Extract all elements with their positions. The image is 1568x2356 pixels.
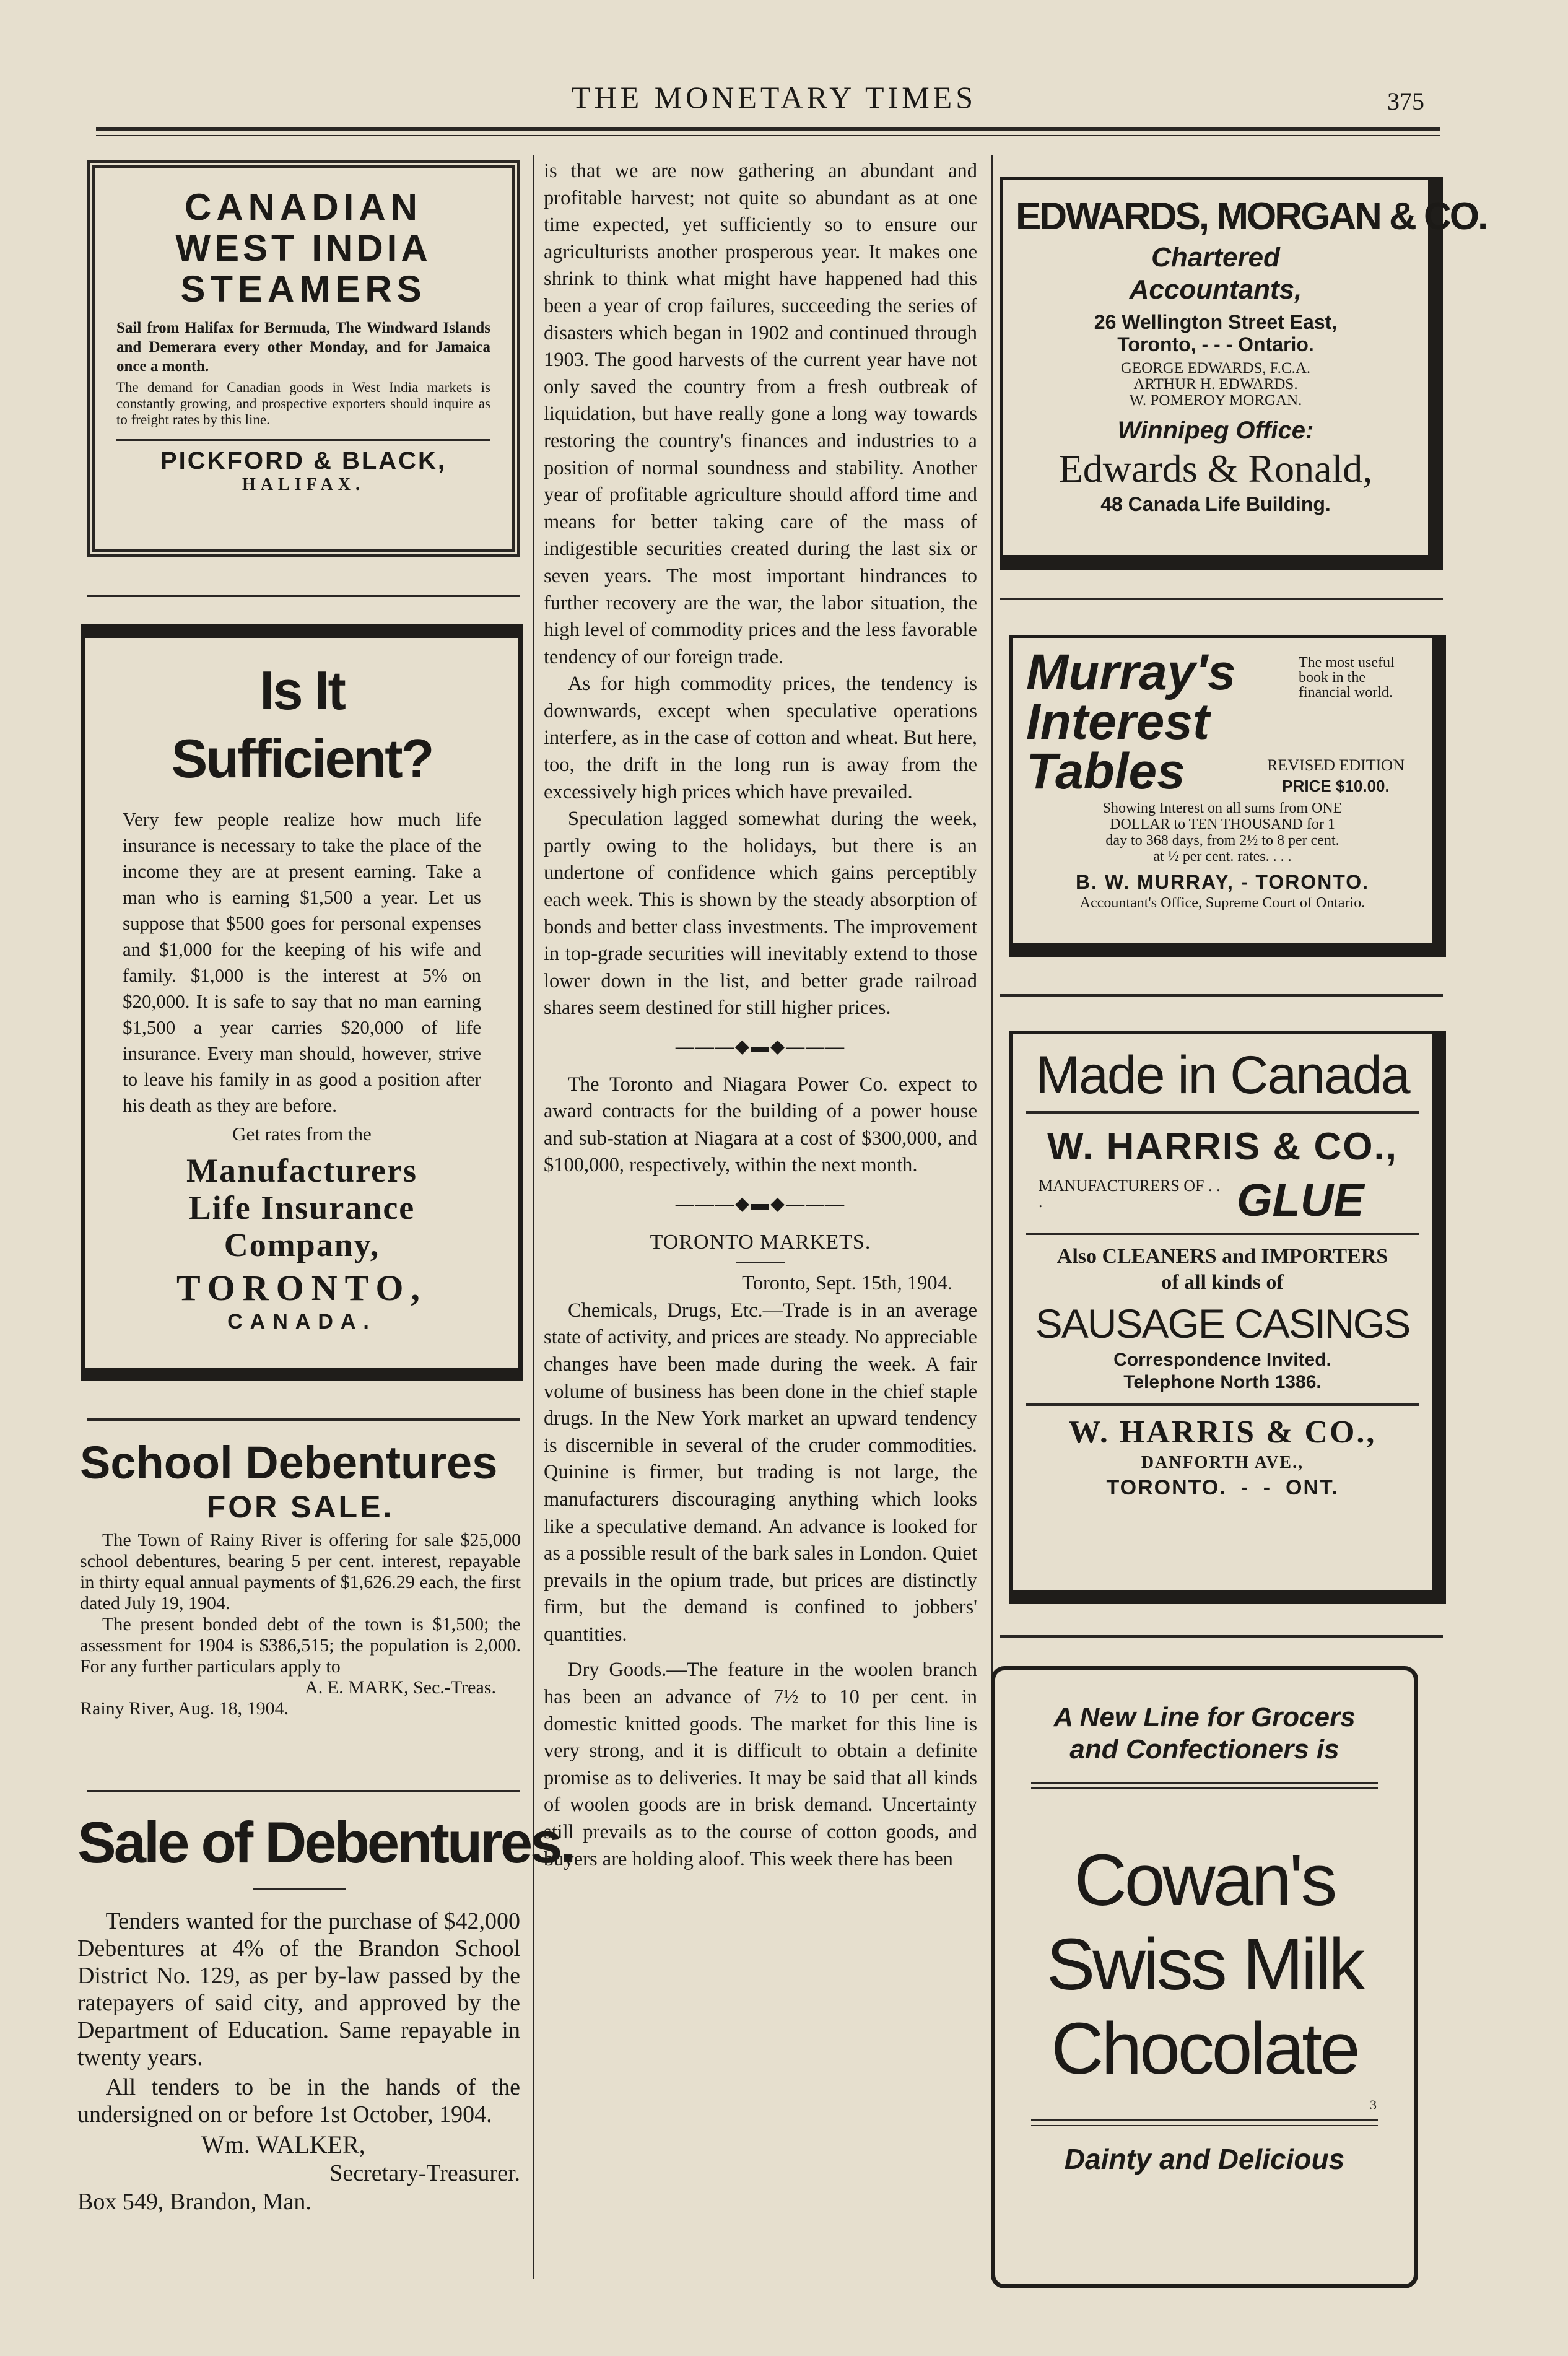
printer-mark: 3: [1370, 2097, 1377, 2113]
author: B. W. MURRAY, - TORONTO.: [1075, 871, 1370, 893]
book-title: Murray's: [1026, 644, 1236, 700]
firm-address: 26 Wellington Street East,: [1094, 311, 1338, 333]
agent-city: HALIFAX.: [242, 475, 365, 494]
separator: [1000, 1635, 1443, 1638]
firm-street: DANFORTH AVE.,: [1141, 1453, 1304, 1472]
ad-sale-debentures: [77, 1805, 574, 2288]
edition: REVISED EDITION: [1267, 756, 1405, 774]
article-paragraph: is that we are now gathering an abundant and profitable harvest; not quite so abundant as at one time expected, yet sufficiently so to ensure our agriculturists another prosperous year. It makes one shrink to think what might have happened had this been a year of crop failures, succeeding the series of disasters which began in 1902 and continued through 1903. The good harvests of the current year have not only saved the country from a fresh outbreak of liquidation, but have really gone a long way towards restoring the country's finances and industries to a position of normal soundness and stability. Another year of profitable agriculture should afford time and means for better taking care of the mass of indigestible securities created during the last six or seven years. The most important hindrances to further recovery are the war, the labor situation, the high level of commodity prices and the less favorable tendency of our foreign trade.: [544, 160, 977, 668]
signer: A. E. MARK, Sec.-Treas.: [305, 1677, 496, 1698]
insurer-city: TORONTO,: [176, 1268, 427, 1308]
firm-city: Toronto, - - - Ontario.: [1117, 333, 1314, 356]
brand-line: Chocolate: [1051, 2008, 1358, 2090]
article-paragraph: As for high commodity prices, the tendency is downwards, except when speculative operations interfere, as in the case of cotton and wheat. But here, too, the drift in the long run is away from the excessively high prices which have prevailed.: [544, 673, 977, 803]
ad-headline: Is It Sufficient?: [171, 660, 433, 789]
also-line: Also CLEANERS and IMPORTERS of all kinds of: [1056, 1245, 1388, 1294]
agent-name: PICKFORD & BLACK,: [160, 447, 447, 474]
dateline: Toronto, Sept. 15th, 1904.: [742, 1272, 952, 1295]
brand-line: Cowan's: [1074, 1839, 1335, 1921]
firm-name-2: W. HARRIS & CO.,: [1068, 1415, 1377, 1450]
article-paragraph: The Toronto and Niagara Power Co. expect to award contracts for the building of a power house and sub-station at Niagara at a cost of $300,000, and $100,000, respectively, within the next month.: [544, 1073, 977, 1177]
ornament-divider: ———◆▬◆———: [675, 1193, 846, 1214]
sailing-schedule: Sail from Halifax for Bermuda, The Windward Islands and Demerara every other Monday, and for Jamaica once a month.: [116, 320, 490, 375]
ad-paragraph: All tenders to be in the hands of the undersigned on or before 1st October, 1904.: [77, 2074, 520, 2127]
insurer-name: Manufacturers: [186, 1152, 417, 1189]
separator: [1000, 994, 1443, 997]
ad-west-india-steamers: [87, 160, 520, 557]
running-head: THE MONETARY TIMES: [572, 80, 977, 115]
telephone: Telephone North 1386.: [1123, 1372, 1322, 1392]
ad-title-line: WEST INDIA: [175, 227, 432, 269]
section-title: TORONTO MARKETS.: [650, 1230, 871, 1254]
correspondence: Correspondence Invited.: [1113, 1350, 1331, 1370]
brand-line: Swiss Milk: [1046, 1924, 1363, 2005]
article-paragraph: Dry Goods.—The feature in the woolen branch has been an advance of 7½ to 10 per cent. in domestic knitted goods. The market for this line is very strong, and it is difficult to obtain a definite promise as to deliveries. It may be said that all kinds of woolen goods are in brisk demand. Uncertainty still prevails as to the course of cotton goods, and buyers are holding aloof. This week there has been: [544, 1659, 977, 1870]
partner: GEORGE EDWARDS, F.C.A.: [1120, 360, 1311, 377]
manufacturers-label: MANUFACTURERS OF . . .: [1039, 1177, 1221, 1211]
ad-headline: Sale of Debentures.: [77, 1810, 574, 1875]
partner: ARTHUR H. EDWARDS.: [1133, 376, 1298, 393]
partner: W. POMEROY MORGAN.: [1129, 392, 1302, 409]
insurer-name: Company,: [224, 1226, 380, 1263]
author-office: Accountant's Office, Supreme Court of Ontario.: [1079, 895, 1365, 911]
price: PRICE $10.00.: [1282, 777, 1390, 795]
firm-name: W. HARRIS & CO.,: [1047, 1125, 1398, 1168]
casings-headline: SAUSAGE CASINGS: [1035, 1301, 1410, 1346]
ad-paragraph: Tenders wanted for the purchase of $42,000 Debentures at 4% of the Brandon School District No. 129, as per by-law passed by the ratepayers of said city, and approved by the Department of Education. Same repayable in twenty years.: [77, 1908, 520, 2070]
insurer-country: CANADA.: [227, 1310, 377, 1333]
ad-body: Very few people realize how much life insurance is necessary to take the place of the income they are at present earning. Take a man who is earning $1,500 a year. Let us suppose that $500 goes for personal expenses and $1,000 for the keeping of his wife and family. $1,000 is the interest at 5% on $20,000. It is safe to say that no man earning $1,500 a year carries $20,000 of life insurance. Every man should, however, strive to leave his family in as good a position after his death as they are before.: [123, 808, 481, 1116]
firm-city: TORONTO. - - ONT.: [1106, 1476, 1339, 1499]
branch-firm: Edwards & Ronald,: [1058, 447, 1373, 491]
ad-life-insurance: [81, 624, 523, 1381]
ad-school-debentures: [77, 1437, 523, 1784]
book-title: Tables: [1026, 743, 1185, 800]
ad-edwards-morgan: [1000, 177, 1487, 570]
article-column: [538, 158, 982, 2288]
ornament-divider: ———◆▬◆———: [675, 1036, 846, 1057]
ad-slogan: Dainty and Delicious: [1064, 2143, 1345, 2175]
ad-subhead: FOR SALE.: [206, 1490, 394, 1524]
header-rule-thin: [96, 135, 1440, 136]
book-tagline: The most useful book in the financial world.: [1299, 655, 1395, 700]
ad-murray-tables: [1009, 635, 1446, 957]
signer-title: Secretary-Treasurer.: [329, 2160, 520, 2186]
firm-type: Accountants,: [1129, 274, 1302, 305]
book-description: Showing Interest on all sums from ONE DOLLAR to TEN THOUSAND for 1 day to 368 days, from 2½ to 8 per cent. at ½ per cent. rates. . . .: [1102, 800, 1343, 865]
address: Box 549, Brandon, Man.: [77, 2189, 311, 2215]
branch-address: 48 Canada Life Building.: [1100, 493, 1331, 515]
firm-type: Chartered: [1151, 242, 1280, 273]
ad-cowan-chocolate: [991, 1666, 1418, 2288]
book-title: Interest: [1026, 694, 1210, 750]
ad-headline: School Debentures: [80, 1437, 498, 1488]
place-date: Rainy River, Aug. 18, 1904.: [80, 1698, 289, 1719]
insurer-name: Life Insurance: [188, 1189, 416, 1226]
page-number: 375: [1387, 87, 1424, 115]
ad-title-line: STEAMERS: [180, 268, 427, 310]
article-paragraph: Chemicals, Drugs, Etc.—Trade is in an average state of activity, and prices are steady. No appreciable changes have been made during the week. A fair volume of business has been done in the chief staple drugs. In the New York market an upward tendency is discernible in several of the cruder commodities. Quinine is firmer, but trading is not large, the manufacturers discouraging anything which looks like a speculative demand. An advance is looked for as a possible result of the bark sales in London. Quiet prevails in the opium trade, but prices are distinctly firm, but the demand is confined to jobbers' quantities.: [544, 1299, 977, 1646]
article-paragraph: Speculation lagged somewhat during the week, partly owing to the holidays, but there is an undertone of confidence which gains perceptibly each week. This is shown by the steady absorption of bonds and better class investments. The improvement in top-grade securities will inevitably extend to those lower down in the list, and better grade railroad shares seem destined for still higher prices.: [544, 808, 977, 1019]
ad-body: The demand for Canadian goods in West India markets is constantly growing, and prospective exporters should inquire as to freight rates by this line.: [116, 380, 490, 427]
separator: [87, 1418, 520, 1421]
header-rule: [96, 127, 1440, 131]
separator: [87, 595, 520, 597]
ad-tagline: A New Line for Grocers and Confectioners is: [1053, 1702, 1356, 1765]
rates-prompt: Get rates from the: [232, 1123, 372, 1145]
signer-name: Wm. WALKER,: [201, 2131, 365, 2158]
ad-paragraph: The present bonded debt of the town is $1,500; the assessment for 1904 is $386,515; the population is 2,000. For any further particulars apply to: [80, 1614, 521, 1677]
ad-paragraph: The Town of Rainy River is offering for sale $25,000 school debentures, bearing 5 per cent. interest, repayable in thirty equal annual payments of $1,626.29 each, the first dated July 19, 1904.: [80, 1530, 521, 1613]
product-name: GLUE: [1237, 1174, 1364, 1226]
ad-headline: Made in Canada: [1035, 1045, 1409, 1105]
branch-label: Winnipeg Office:: [1117, 417, 1314, 444]
ad-title-line: CANADIAN: [185, 186, 422, 228]
separator: [1000, 598, 1443, 600]
ad-harris-glue: [1009, 1031, 1446, 1604]
separator: [87, 1790, 520, 1792]
column-rule-left: [533, 155, 534, 2279]
firm-name: EDWARDS, MORGAN & CO.: [1016, 195, 1487, 238]
